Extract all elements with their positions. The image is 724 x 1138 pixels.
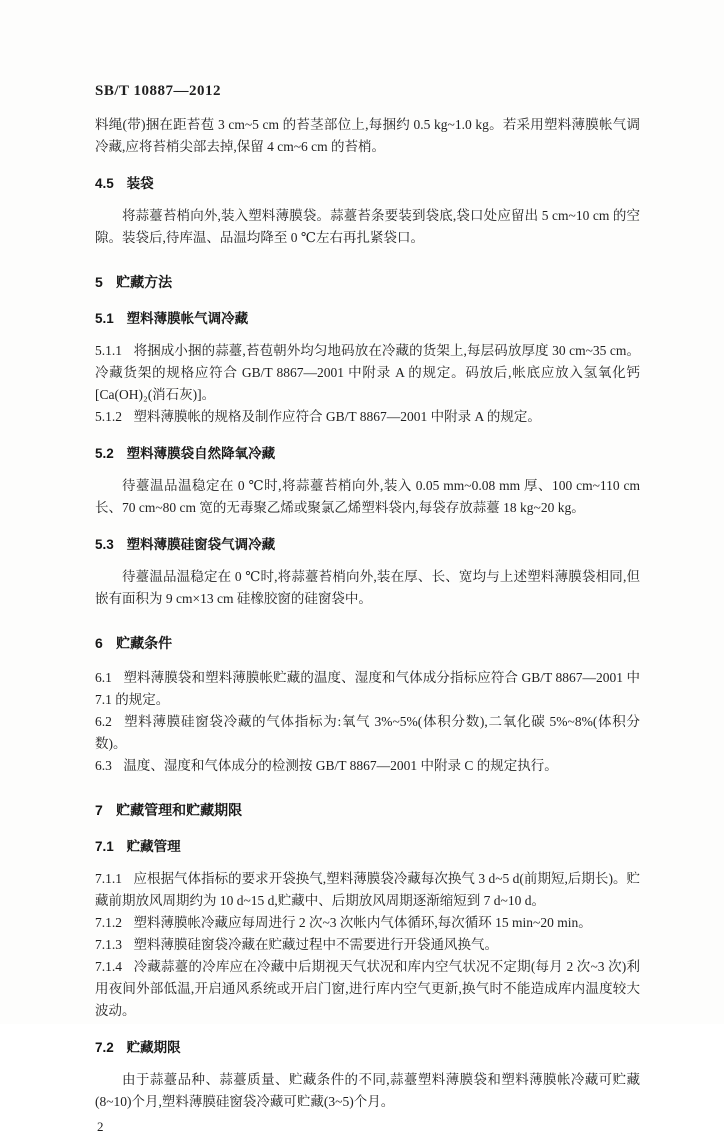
section-number: 7: [95, 802, 103, 818]
section-number: 4.5: [95, 176, 114, 191]
clause-text: 将捆成小捆的蒜薹,苔苞朝外均匀地码放在冷藏的货架上,每层码放厚度 30 cm~35 cm。冷藏货架的规格应符合 GB/T 8867—2001 中附录 A 的规定。码放后,帐底应放入氢氧化钙[Ca(OH)₂(消石灰)]。: [95, 343, 640, 402]
section-number: 5.3: [95, 537, 114, 552]
clause-number: 7.1.1: [95, 871, 122, 886]
paragraph-5-2: 待薹温品温稳定在 0 ℃时,将蒜薹苔梢向外,装入 0.05 mm~0.08 mm 厚、100 cm~110 cm 长、70 cm~80 cm 宽的无毒聚乙烯或聚氯乙烯塑料袋内,每袋存放蒜薹 18 kg~20 kg。: [95, 478, 640, 515]
section-title: 贮藏期限: [126, 1040, 181, 1055]
clause-text: 塑料薄膜硅窗袋冷藏的气体指标为:氧气 3%~5%(体积分数),二氧化碳 5%~8%(体积分数)。: [95, 714, 640, 751]
standard-number-header: SB/T 10887—2012: [95, 83, 221, 99]
clause-text: 温度、湿度和气体成分的检测按 GB/T 8867—2001 中附录 C 的规定执行。: [123, 758, 558, 773]
clause-5-1-1: [95, 340, 640, 406]
section-number: 7.1: [95, 839, 114, 854]
section-number: 7.2: [95, 1040, 114, 1055]
section-number: 5.2: [95, 446, 114, 461]
section-heading-7-1: [95, 836, 640, 858]
clause-7-1-2: [95, 912, 640, 934]
clause-number: 6.1: [95, 670, 112, 685]
clause-number: 7.1.2: [95, 915, 122, 930]
section-number: 6: [95, 635, 103, 651]
section-heading-5: [95, 271, 640, 293]
clause-5-1-2: [95, 406, 640, 428]
clause-number: 6.2: [95, 714, 112, 729]
section-heading-5-2: [95, 443, 640, 465]
clause-7-1-3: [95, 934, 640, 956]
paragraph-7-2: 由于蒜薹品种、蒜薹质量、贮藏条件的不同,蒜薹塑料薄膜袋和塑料薄膜帐冷藏可贮藏(8~10)个月,塑料薄膜硅窗袋冷藏可贮藏(3~5)个月。: [95, 1072, 640, 1109]
section-heading-4-5: [95, 173, 640, 195]
paragraph-5-3: 待薹温品温稳定在 0 ℃时,将蒜薹苔梢向外,装在厚、长、宽均与上述塑料薄膜袋相同,但嵌有面积为 9 cm×13 cm 硅橡胶窗的硅窗袋中。: [95, 569, 640, 606]
clause-number: 5.1.2: [95, 409, 122, 424]
section-title: 塑料薄膜硅窗袋气调冷藏: [126, 537, 276, 552]
clause-7-1-4: [95, 956, 640, 1022]
section-number: 5: [95, 274, 103, 290]
clause-6-2: [95, 711, 640, 755]
clause-text: 塑料薄膜帐冷藏应每周进行 2 次~3 次帐内气体循环,每次循环 15 min~20 min。: [133, 915, 592, 930]
section-title: 塑料薄膜帐气调冷藏: [126, 311, 249, 326]
section-heading-5-3: [95, 534, 640, 556]
clause-6-1: [95, 667, 640, 711]
section-heading-6: [95, 632, 640, 654]
clause-number: 7.1.3: [95, 937, 122, 952]
continuation-paragraph: 料绳(带)捆在距苔苞 3 cm~5 cm 的苔茎部位上,每捆约 0.5 kg~1.0 kg。若采用塑料薄膜帐气调冷藏,应将苔梢尖部去掉,保留 4 cm~6 cm 的苔梢。: [95, 117, 640, 154]
section-heading-7-2: [95, 1037, 640, 1059]
clause-number: 7.1.4: [95, 959, 122, 974]
paragraph-4-5: 将蒜薹苔梢向外,装入塑料薄膜袋。蒜薹苔条要装到袋底,袋口处应留出 5 cm~10 cm 的空隙。装袋后,待库温、品温均降至 0 ℃左右再扎紧袋口。: [95, 208, 640, 245]
clause-text: 冷藏蒜薹的冷库应在冷藏中后期视天气状况和库内空气状况不定期(每月 2 次~3 次)利用夜间外部低温,开启通风系统或开启门窗,进行库内空气更新,换气时不能造成库内温度较大波动。: [95, 959, 640, 1018]
clause-text: 塑料薄膜硅窗袋冷藏在贮藏过程中不需要进行开袋通风换气。: [133, 937, 498, 952]
clause-number: 5.1.1: [95, 343, 122, 358]
section-title: 贮藏方法: [116, 274, 173, 290]
section-title: 塑料薄膜袋自然降氧冷藏: [126, 446, 276, 461]
section-title: 贮藏条件: [116, 635, 173, 651]
section-title: 贮藏管理: [126, 839, 181, 854]
clause-number: 6.3: [95, 758, 112, 773]
clause-6-3: [95, 755, 640, 777]
section-title: 装袋: [126, 176, 154, 191]
section-number: 5.1: [95, 311, 114, 326]
clause-7-1-1: [95, 868, 640, 912]
clause-text: 塑料薄膜袋和塑料薄膜帐贮藏的温度、湿度和气体成分指标应符合 GB/T 8867—2001 中 7.1 的规定。: [95, 670, 640, 707]
section-heading-7: [95, 799, 640, 821]
clause-text: 塑料薄膜帐的规格及制作应符合 GB/T 8867—2001 中附录 A 的规定。: [133, 409, 541, 424]
clause-text: 应根据气体指标的要求开袋换气,塑料薄膜袋冷藏每次换气 3 d~5 d(前期短,后期长)。贮藏前期放风周期约为 10 d~15 d,贮藏中、后期放风周期逐渐缩短到 7 d~10 d。: [95, 871, 640, 908]
section-heading-5-1: [95, 308, 640, 330]
page-number: 2: [97, 1119, 104, 1134]
section-title: 贮藏管理和贮藏期限: [116, 802, 243, 818]
